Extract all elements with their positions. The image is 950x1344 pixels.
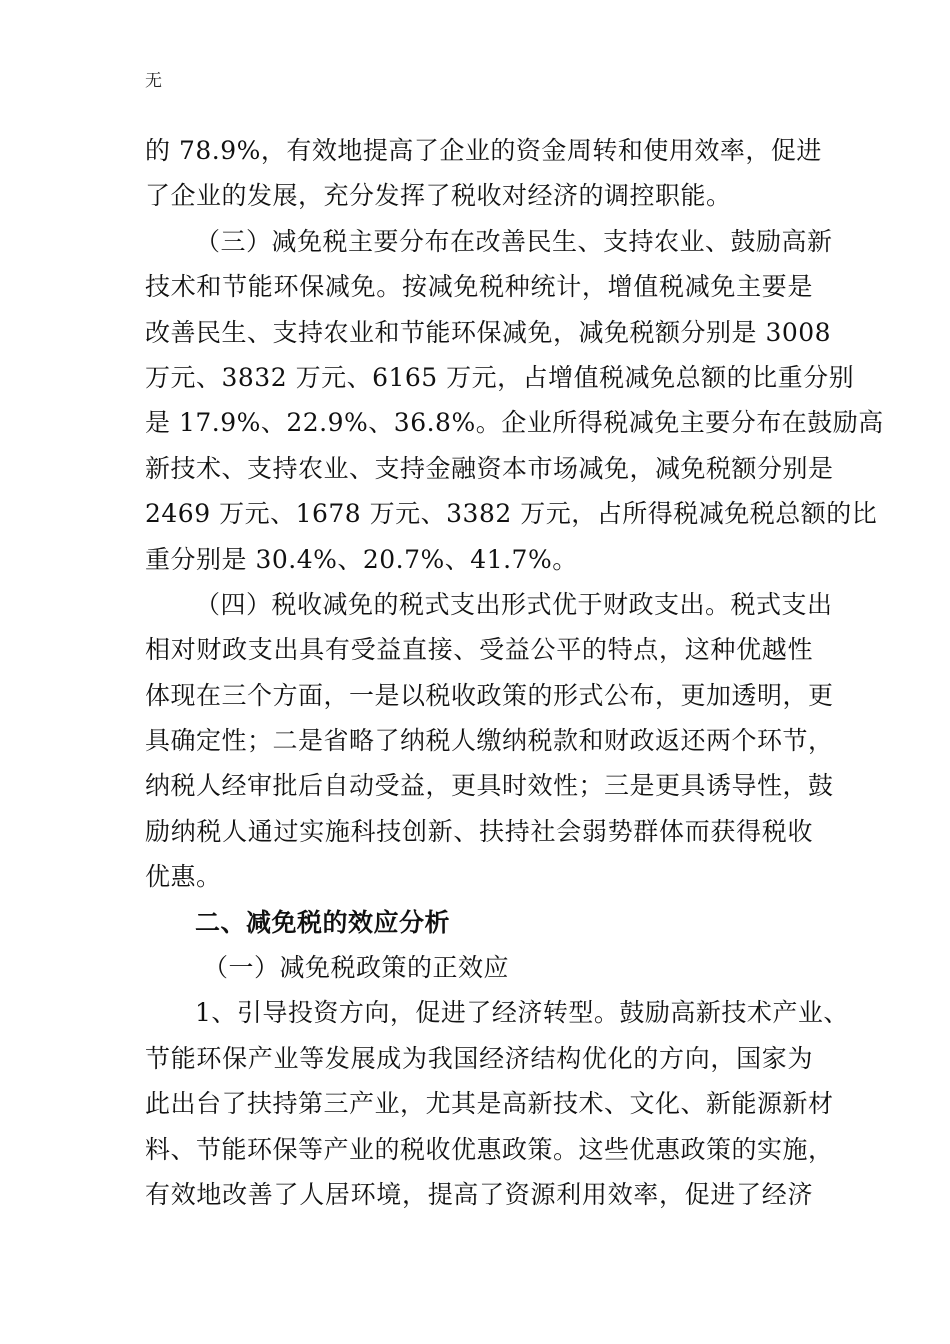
text-line: 相对财政支出具有受益直接、受益公平的特点，这种优越性 (145, 635, 813, 665)
text-line: 料、节能环保等产业的税收优惠政策。这些优惠政策的实施， (145, 1134, 834, 1164)
text-line: 万元、3832 万元、6165 万元，占增值税减免总额的比重分别 (145, 362, 855, 392)
paragraph (145, 219, 884, 582)
document-body (145, 128, 884, 1217)
text-line: 是 17.9%、22.9%、36.8%。企业所得税减免主要分布在鼓励高 (145, 408, 884, 438)
paragraph (145, 128, 822, 219)
text-line: 节能环保产业等发展成为我国经济结构优化的方向，国家为 (145, 1043, 813, 1073)
text-line: 1、引导投资方向，促进了经济转型。鼓励高新技术产业、 (195, 998, 849, 1028)
text-line: 2469 万元、1678 万元、3382 万元，占所得税减免税总额的比 (145, 499, 878, 529)
page-header: 无 (145, 71, 162, 91)
text-line: 具确定性；二是省略了纳税人缴纳税款和财政返还两个环节， (145, 726, 834, 756)
text-line: 有效地改善了人居环境，提高了资源利用效率，促进了经济 (145, 1179, 813, 1209)
text-line: 此出台了扶持第三产业，尤其是高新技术、文化、新能源新材 (145, 1089, 834, 1119)
paragraph (145, 582, 834, 900)
text-line: 新技术、支持农业、支持金融资本市场减免，减免税额分别是 (145, 453, 834, 483)
text-line: 纳税人经审批后自动受益，更具时效性；三是更具诱导性，鼓 (145, 771, 834, 801)
text-line: 改善民生、支持农业和节能环保减免，减免税额分别是 3008 (145, 317, 832, 347)
text-line: 优惠。 (145, 862, 222, 892)
text-line: 重分别是 30.4%、20.7%、41.7%。 (145, 544, 578, 574)
text-line: 励纳税人通过实施科技创新、扶持社会弱势群体而获得税收 (145, 816, 813, 846)
section-heading: 二、减免税的效应分析 (195, 907, 451, 937)
paragraph (145, 990, 849, 1217)
text-line: 了企业的发展，充分发挥了税收对经济的调控职能。 (145, 181, 732, 211)
text-line: （四）税收减免的税式支出形式优于财政支出。税式支出 (195, 589, 833, 619)
text-line: （三）减免税主要分布在改善民生、支持农业、鼓励高新 (195, 226, 833, 256)
subsection-heading: （一）减免税政策的正效应 (203, 953, 510, 983)
text-line: 体现在三个方面，一是以税收政策的形式公布，更加透明，更 (145, 680, 834, 710)
text-line: 的 78.9%，有效地提高了企业的资金周转和使用效率，促进 (145, 136, 822, 165)
text-line: 技术和节能环保减免。按减免税种统计，增值税减免主要是 (145, 272, 813, 302)
